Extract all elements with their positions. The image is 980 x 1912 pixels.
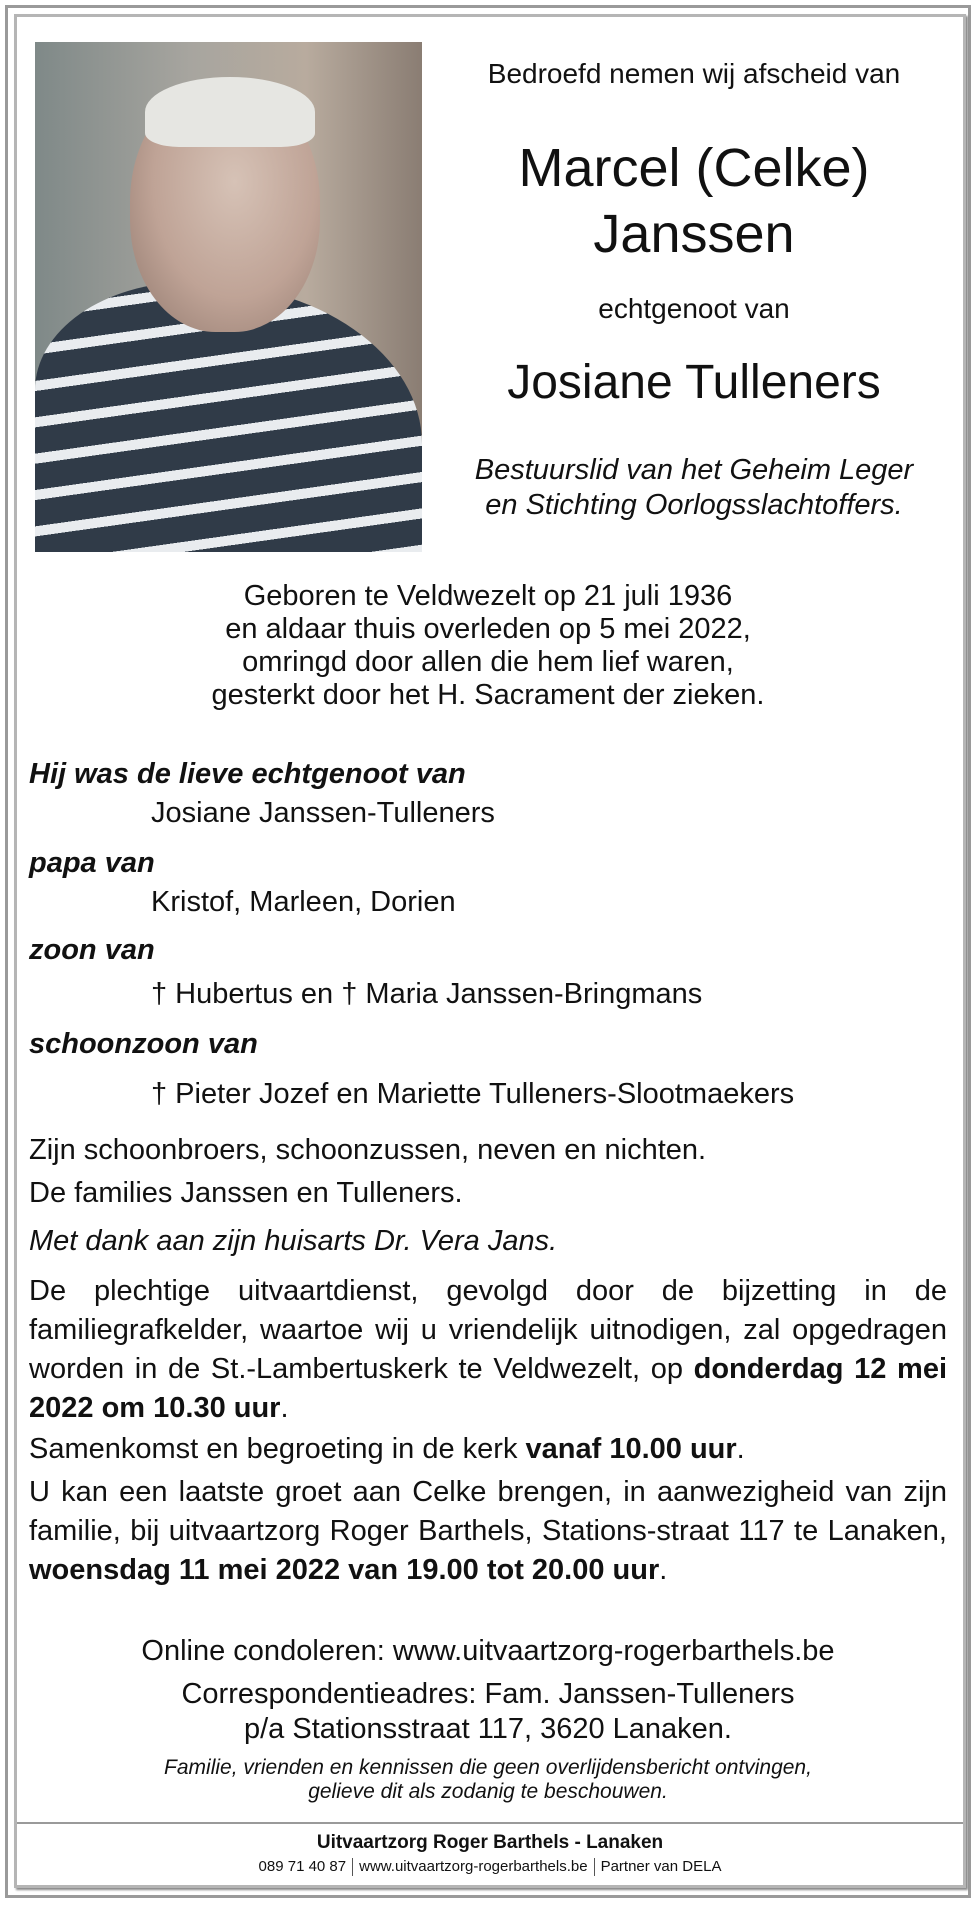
visit-body: U kan een laatste groet aan Celke brengen, in aanwezigheid van zijn familie, bij uitvaartzorg Roger Barthels, Stations-straat 117 te Lanaken, — [29, 1476, 947, 1547]
gathering-body: Samenkomst en begroeting in de kerk — [29, 1433, 526, 1465]
relation-names: Kristof, Marleen, Dorien — [151, 886, 456, 918]
funeral-home-name: Uitvaartzorg Roger Barthels - Lanaken — [316, 1832, 664, 1853]
visit-end: . — [659, 1554, 668, 1586]
name-line-2: Janssen — [593, 204, 795, 264]
notice-text — [29, 1756, 947, 1804]
relation-names: Josiane Janssen-Tulleners — [151, 797, 495, 829]
gathering-text — [29, 1430, 947, 1469]
service-text — [29, 1272, 947, 1428]
name-line-1: Marcel (Celke) — [518, 138, 870, 198]
birth-line: gesterkt door het H. Sacrament der zieken. — [211, 679, 765, 711]
portrait-photo — [35, 42, 422, 552]
gathering-time: vanaf 10.00 uur — [525, 1433, 737, 1465]
notice-line-1: Familie, vrienden en kennissen die geen overlijdensbericht ontvingen, — [164, 1756, 812, 1779]
relation-names: † Pieter Jozef en Mariette Tulleners-Slootmaekers — [151, 1078, 795, 1110]
relation-label: papa van — [29, 847, 155, 879]
birth-line: omringd door allen die hem lief waren, — [242, 646, 734, 678]
address-line-1: Correspondentieadres: Fam. Janssen-Tulleners — [181, 1678, 795, 1710]
notice-line-2: gelieve dit als zodanig te beschouwen. — [308, 1780, 668, 1803]
role-text — [432, 453, 956, 523]
footer-website[interactable]: www.uitvaartzorg-rogerbarthels.be — [359, 1858, 588, 1875]
birth-line: Geboren te Veldwezelt op 21 juli 1936 — [243, 580, 733, 612]
visit-datetime: woensdag 11 mei 2022 van 19.00 tot 20.00 uur — [29, 1554, 660, 1586]
footer-phone: 089 71 40 87 — [258, 1858, 347, 1875]
role-line-2: en Stichting Oorlogsslachtoffers. — [485, 489, 903, 521]
relation-names: † Hubertus en † Maria Janssen-Bringmans — [151, 978, 703, 1010]
birth-death-text — [29, 580, 947, 712]
family-line-2: De families Janssen en Tulleners. — [29, 1177, 463, 1209]
visit-text — [29, 1473, 947, 1590]
relation-label: Hij was de lieve echtgenoot van — [29, 758, 466, 790]
deceased-name — [432, 135, 956, 267]
footer-contacts — [17, 1858, 963, 1876]
correspondence-address — [29, 1677, 947, 1747]
footer-divider — [17, 1822, 963, 1824]
service-datetime: donderdag 12 mei 2022 om 10.30 uur — [29, 1353, 948, 1424]
relation-label: schoonzoon van — [29, 1028, 258, 1060]
service-end: . — [280, 1392, 289, 1424]
intro-text: Bedroefd nemen wij afscheid van — [487, 58, 901, 89]
role-line-1: Bestuurslid van het Geheim Leger — [474, 454, 914, 486]
photo-hair — [145, 77, 315, 147]
spouse-label: echtgenoot van — [598, 293, 790, 324]
address-line-2: p/a Stationsstraat 117, 3620 Lanaken. — [244, 1713, 732, 1745]
relation-label: zoon van — [29, 934, 155, 966]
gathering-end: . — [736, 1433, 745, 1465]
spouse-name: Josiane Tulleners — [507, 356, 881, 409]
footer-separator — [594, 1858, 595, 1876]
service-body: De plechtige uitvaartdienst, gevolgd door de bijzetting in de familiegrafkelder, waartoe wij u vriendelijk uitnodigen, zal opgedragen worden in de St.-Lambertuskerk te Veldwezelt, op — [29, 1275, 947, 1385]
family-line-1: Zijn schoonbroers, schoonzussen, neven en nichten. — [29, 1134, 707, 1166]
footer-partner: Partner van DELA — [600, 1858, 722, 1875]
online-condolence: Online condoleren: www.uitvaartzorg-rogerbarthels.be — [141, 1635, 835, 1667]
thanks-text: Met dank aan zijn huisarts Dr. Vera Jans. — [29, 1225, 558, 1257]
footer-separator — [352, 1858, 353, 1876]
birth-line: en aldaar thuis overleden op 5 mei 2022, — [225, 613, 751, 645]
